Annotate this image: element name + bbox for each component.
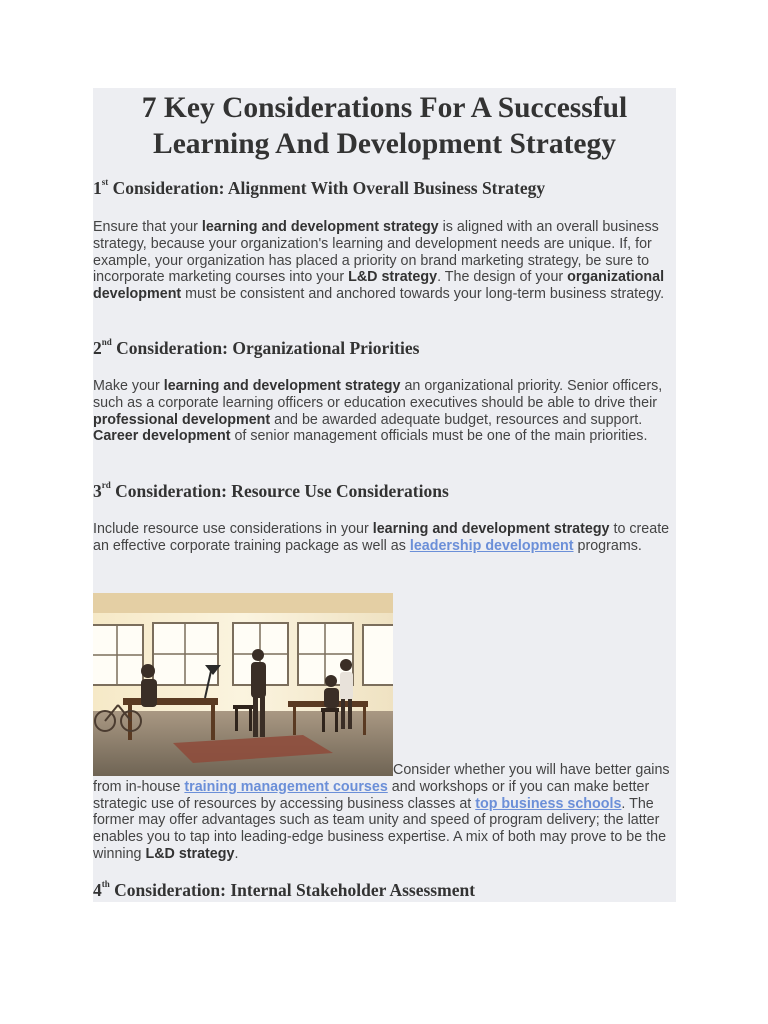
office-team-photo [93, 593, 393, 776]
section-2-heading: 2nd Consideration: Organizational Priorities [93, 337, 420, 358]
page-title: 7 Key Considerations For A Successful Learning And Development Strategy [141, 92, 628, 160]
section-1-heading: 1st Consideration: Alignment With Overall Business Strategy [93, 177, 546, 198]
section-1-paragraph: Ensure that your learning and development strategy is aligned with an overall business strategy, because your organization's learning and development needs are unique. If, for example, your organization has placed a priority on brand marketing strategy, be sure to incorporate marketing courses into your L&D strategy. The design of your organizational development must be consistent and anchored towards your long-term business strategy. [93, 219, 665, 303]
training-management-courses-link[interactable]: training management courses [184, 778, 388, 795]
top-business-schools-link[interactable]: top business schools [475, 795, 622, 812]
section-4-heading: 4th Consideration: Internal Stakeholder Assessment [93, 879, 476, 900]
document-page [93, 88, 676, 902]
resource-paragraph: Consider whether you will have better gains from in-house training management courses and workshops or if you can make better strategic use of resources by accessing business classes at top business schools. The former may offer advantages such as team unity and speed of program delivery; the latter enables you to tap into leading-edge business expertise. A mix of both may prove to be the winning L&D strategy. [93, 762, 670, 862]
section-2-paragraph: Make your learning and development strategy an organizational priority. Senior officers, such as a corporate learning officers or education executives should be able to drive their professional development and be awarded adequate budget, resources and support. Career development of senior management officials must be one of the main priorities. [93, 378, 663, 445]
section-3-heading: 3rd Consideration: Resource Use Considerations [93, 480, 449, 501]
leadership-development-link[interactable]: leadership development [409, 537, 574, 554]
section-3-paragraph: Include resource use considerations in your learning and development strategy to create an effective corporate training package as well as leadership development programs. [93, 521, 670, 554]
